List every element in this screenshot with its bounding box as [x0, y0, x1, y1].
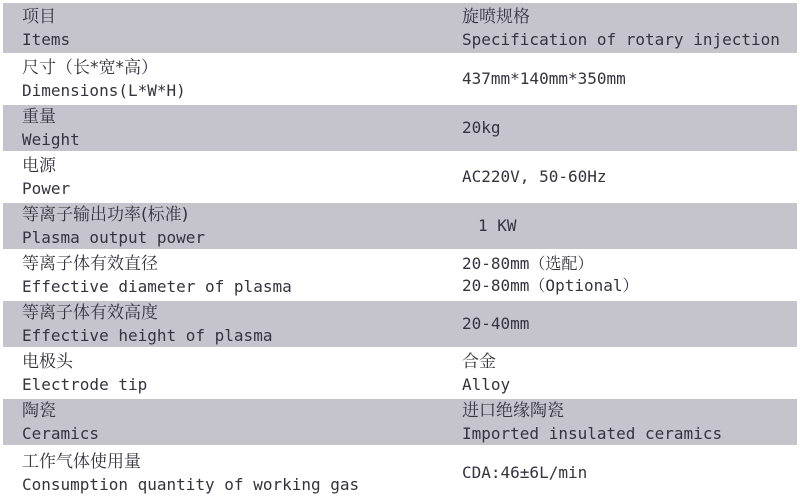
item-label-en: Effective diameter of plasma — [22, 277, 292, 296]
item-label-cn: 重量 — [22, 107, 56, 127]
header-items-cell — [3, 3, 443, 53]
header-spec-label-cn: 旋喷规格 — [462, 7, 530, 27]
value-line: CDA:46±6L/min — [462, 463, 588, 482]
table-row-power — [3, 151, 797, 203]
header-items-label-en: Items — [22, 30, 71, 49]
value-line: 1 KW — [478, 216, 517, 235]
value-cell — [443, 347, 797, 399]
value-line: 20-80mm（Optional） — [462, 276, 639, 295]
item-cell — [3, 445, 443, 501]
table-row-effective-diameter — [3, 249, 797, 301]
value-cell — [443, 53, 797, 105]
value-line: Alloy — [462, 374, 511, 394]
item-label-cn: 陶瓷 — [22, 401, 56, 421]
value-cell — [443, 445, 797, 501]
value-line: 437mm*140mm*350mm — [462, 69, 626, 88]
item-label-en: Plasma output power — [22, 228, 206, 247]
header-spec-label-en: Specification of rotary injection — [462, 30, 780, 49]
header-items-label-cn: 项目 — [22, 7, 56, 27]
table-row-dimensions — [3, 53, 797, 105]
item-label-cn: 等离子体有效直径 — [22, 254, 158, 274]
item-label-en: Electrode tip — [22, 375, 148, 394]
item-label-en: Power — [22, 179, 71, 198]
value-line-cn: 合金 — [462, 351, 496, 372]
table-row-electrode-tip — [3, 347, 797, 399]
value-line: 20-40mm — [462, 314, 530, 333]
value-cell — [443, 203, 797, 249]
item-label-en: Dimensions(L*W*H) — [22, 81, 186, 100]
item-label-en: Weight — [22, 130, 80, 149]
item-label-cn: 电源 — [22, 156, 56, 176]
item-cell — [3, 249, 443, 301]
value-line: 20kg — [462, 118, 501, 137]
value-cell — [443, 105, 797, 151]
table-row-plasma-output-power — [3, 203, 797, 249]
item-cell — [3, 347, 443, 399]
item-label-cn: 等离子输出功率(标准) — [22, 205, 189, 225]
item-cell — [3, 151, 443, 203]
item-label-cn: 电极头 — [22, 352, 73, 372]
item-cell — [3, 301, 443, 347]
item-cell — [3, 399, 443, 445]
value-cell — [443, 301, 797, 347]
item-label-cn: 等离子体有效高度 — [22, 303, 158, 323]
item-label-cn: 尺寸（长*宽*高） — [22, 58, 158, 78]
value-cell — [443, 249, 797, 301]
table-header-row — [3, 3, 797, 53]
value-cell — [443, 399, 797, 445]
table-row-working-gas — [3, 445, 797, 501]
item-cell — [3, 203, 443, 249]
item-label-en: Consumption quantity of working gas — [22, 475, 360, 494]
header-spec-cell — [443, 3, 797, 53]
value-line: Imported insulated ceramics — [462, 423, 723, 443]
item-label-cn: 工作气体使用量 — [22, 452, 141, 472]
value-cell — [443, 151, 797, 203]
item-cell — [3, 53, 443, 105]
item-cell — [3, 105, 443, 151]
item-label-en: Ceramics — [22, 424, 100, 443]
table-row-weight — [3, 105, 797, 151]
value-line-cn: 进口绝缘陶瓷 — [462, 400, 564, 421]
table-row-ceramics — [3, 399, 797, 445]
item-label-en: Effective height of plasma — [22, 326, 273, 345]
table-row-effective-height — [3, 301, 797, 347]
value-line: 20-80mm（选配） — [462, 254, 594, 273]
value-line: AC220V, 50-60Hz — [462, 167, 607, 186]
